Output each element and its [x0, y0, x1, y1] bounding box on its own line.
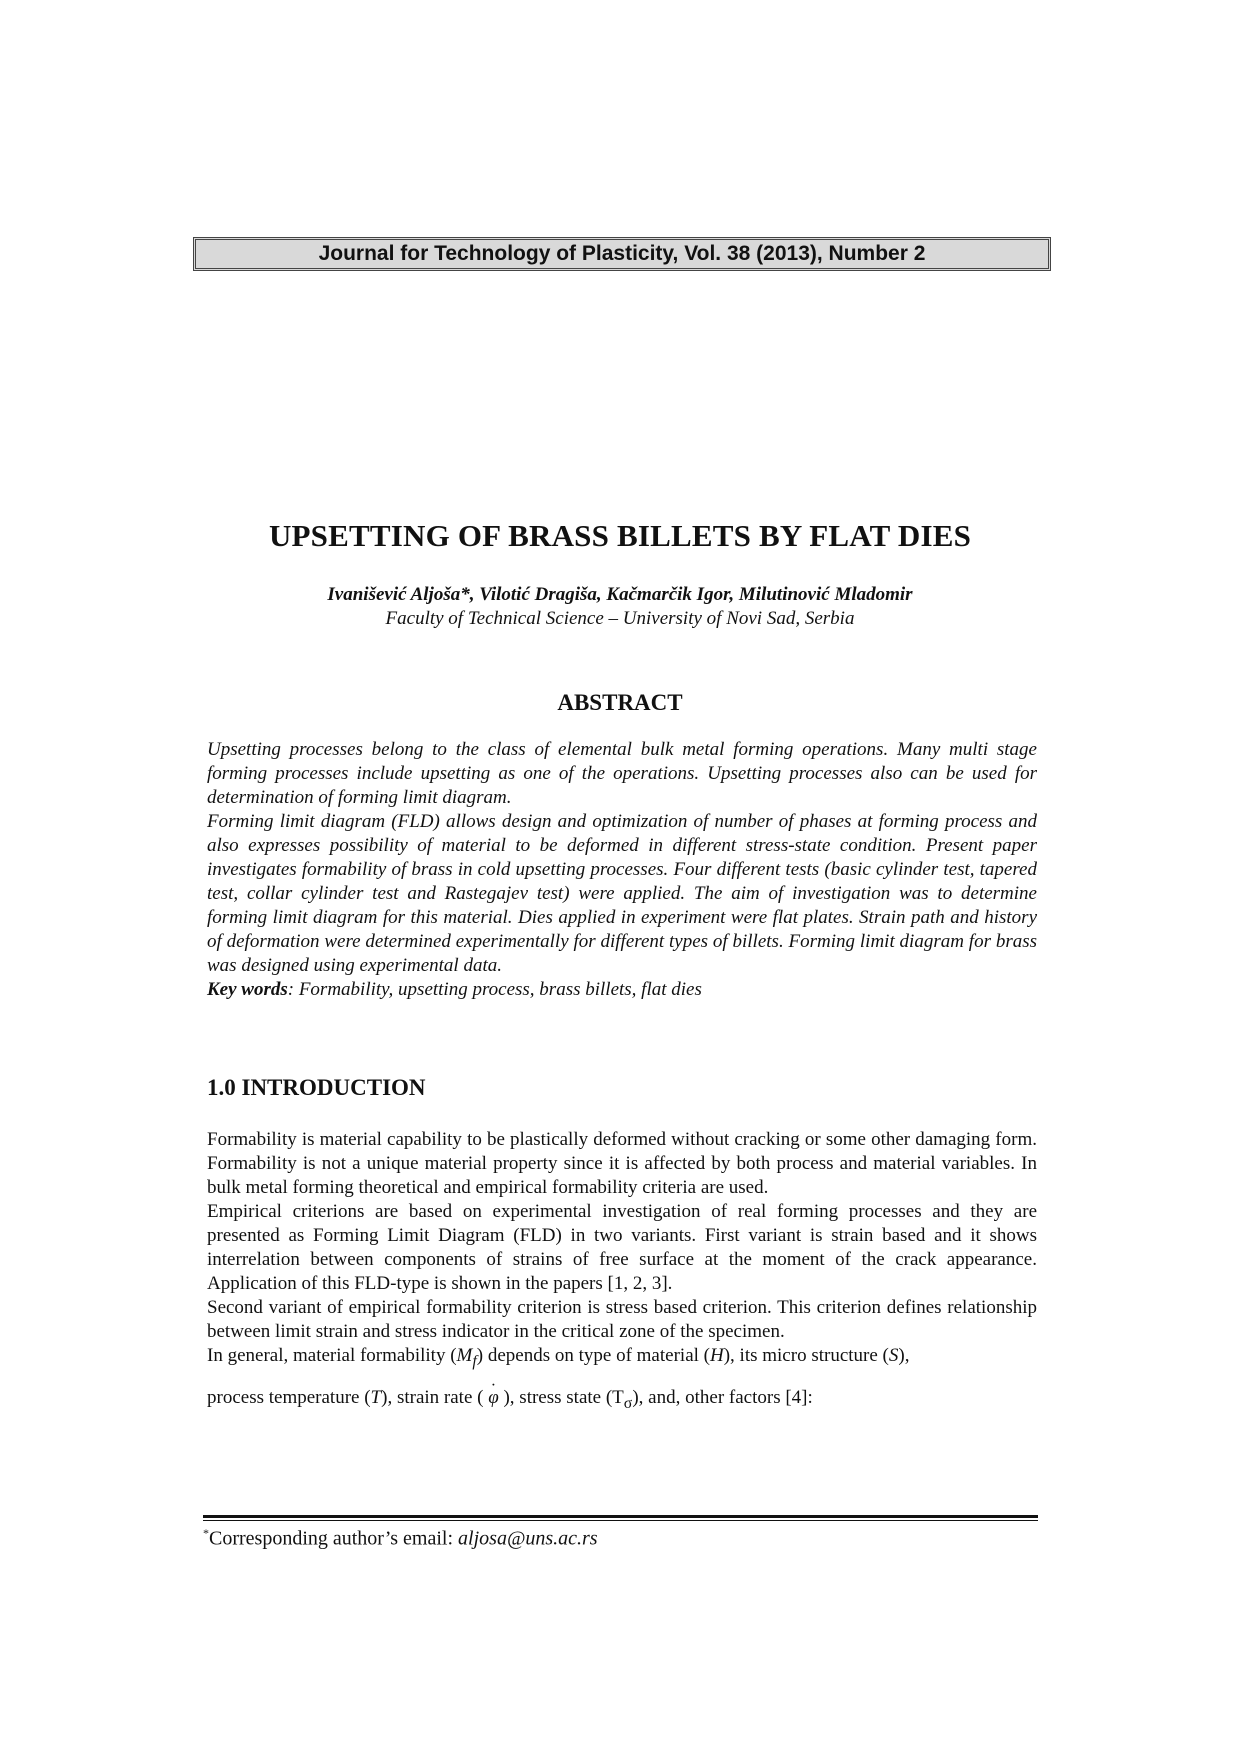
abstract-paragraph-2: Forming limit diagram (FLD) allows design and optimization of number of phases at forming process and also expresses possibility of material to be deformed in different stress-state condition. Present paper investigates formability of brass in cold upsetting processes. Four different tests (basic cylinder test, tapered test, collar cylinder test and Rastegajev test) were applied. The aim of investigation was to determine forming limit diagram for this material. Dies applied in experiment were flat plates. Strain path and history of deformation were determined experimentally for different types of billets. Forming limit diagram for brass was designed using experimental data. — [207, 811, 1037, 976]
footnote-label: Corresponding author’s email: — [209, 1527, 459, 1550]
symbol-sigma: σ — [623, 1394, 633, 1412]
footnote-rule-thick — [203, 1515, 1038, 1518]
journal-header-box — [193, 237, 1051, 271]
affiliation: Faculty of Technical Science – University of Novi Sad, Serbia — [385, 608, 855, 629]
symbol-mf-sub: f — [472, 1352, 477, 1370]
footnote — [203, 1526, 598, 1551]
p4-text-5: process temperature ( — [207, 1386, 371, 1408]
introduction-body — [207, 1128, 1037, 1416]
abstract-body — [207, 738, 1037, 1002]
keywords-line — [207, 978, 1037, 1002]
p4-text-1: In general, material formability ( — [207, 1345, 457, 1366]
symbol-h: H — [709, 1345, 724, 1366]
p4-text-3: ), its micro structure ( — [723, 1345, 889, 1366]
journal-header: Journal for Technology of Plasticity, Vol. 38 (2013), Number 2 — [318, 242, 926, 265]
symbol-mf: M — [456, 1345, 473, 1366]
keywords-label: Key words — [207, 979, 288, 1000]
intro-paragraph-3: Second variant of empirical formability criterion is stress based criterion. This criterion defines relationship between limit strain and stress indicator in the critical zone of the specimen. — [207, 1297, 1037, 1342]
abstract-heading: ABSTRACT — [557, 690, 683, 715]
introduction-heading: 1.0 INTRODUCTION — [207, 1075, 426, 1100]
p4-text-6: ), strain rate ( — [381, 1386, 489, 1408]
footnote-mark: * — [203, 1526, 209, 1540]
p4-text-7: ), stress state (T — [498, 1386, 624, 1408]
symbol-phi-dot: · φ — [488, 1386, 499, 1410]
intro-paragraph-2: Empirical criterions are based on experimental investigation of real forming processes and they are presented as Forming Limit Diagram (FLD) in two variants. First variant is strain based and it shows interrelation between components of strains of free surface at the moment of the crack appearance. Application of this FLD-type is shown in the papers [1, 2, 3]. — [207, 1201, 1037, 1294]
symbol-t: T — [370, 1386, 382, 1408]
p4-text-8: ), and, other factors [4]: — [632, 1386, 813, 1408]
p4-text-2: ) depends on type of material ( — [476, 1345, 710, 1366]
symbol-s: S — [888, 1345, 899, 1366]
paper-title: UPSETTING OF BRASS BILLETS BY FLAT DIES — [268, 518, 972, 553]
intro-paragraph-4-cont — [207, 1386, 1037, 1416]
abstract-paragraph-1: Upsetting processes belong to the class of elemental bulk metal forming operations. Many multi stage forming processes include upsetting as one of the operations. Upsetting processes also can be used for determination of forming limit diagram. — [207, 739, 1037, 808]
intro-paragraph-4 — [207, 1344, 1037, 1374]
keywords: : Formability, upsetting process, brass billets, flat dies — [287, 979, 702, 1000]
p4-text-4: ), — [898, 1345, 910, 1366]
intro-paragraph-1: Formability is material capability to be plastically deformed without cracking or some other damaging form. Formability is not a unique material property since it is affected by both process and material variables. In bulk metal forming theoretical and empirical formability criteria are used. — [207, 1129, 1037, 1198]
footnote-rule-thin — [203, 1520, 1038, 1521]
author-email: aljosa@uns.ac.rs — [458, 1527, 598, 1550]
authors: Ivanišević Aljoša*, Vilotić Dragiša, Kačmarčik Igor, Milutinović Mladomir — [327, 584, 913, 605]
